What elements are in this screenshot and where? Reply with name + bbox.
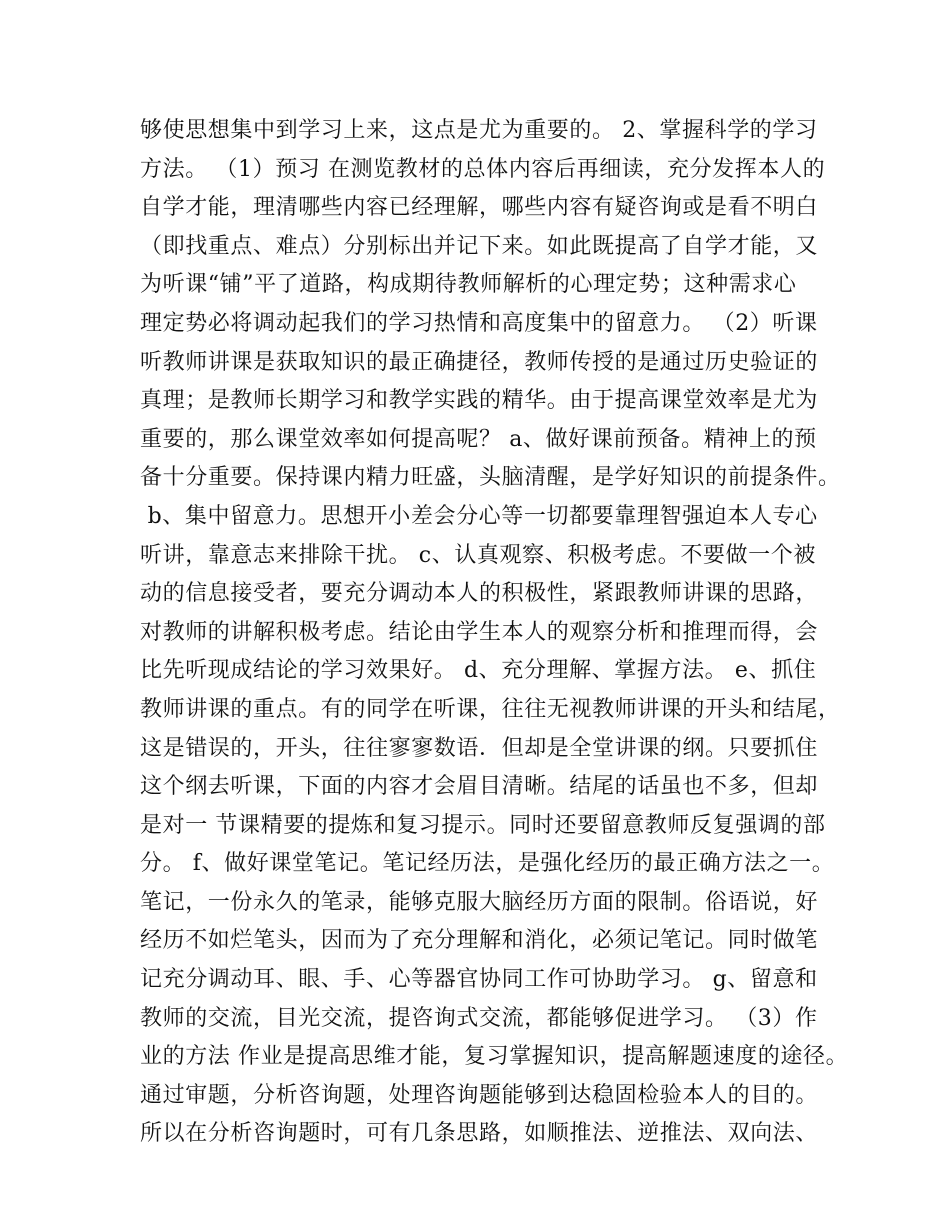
text-line: 笔记，一份永久的笔录，能够克服大脑经历方面的限制。俗语说，好 <box>140 889 819 915</box>
text-line: 方法。 （1）预习 在测览教材的总体内容后再细读，充分发挥本人的 <box>140 156 826 182</box>
text-line: 听教师讲课是获取知识的最正确捷径，教师传授的是通过历史验证的 <box>140 349 819 375</box>
text-line: 动的信息接受者，要充分调动本人的积极性，紧跟教师讲课的思路， <box>140 581 819 607</box>
text-line: 够使思想集中到学习上来，这点是尤为重要的。 2、掌握科学的学习 <box>140 118 818 143</box>
text-line: （即找重点、难点）分别标出并记下来。如此既提高了自学才能，又 <box>140 233 819 259</box>
text-line: 比先听现成结论的学习效果好。 d、充分理解、掌握方法。 e、抓住 <box>140 658 817 684</box>
text-line: 这是错误的，开头，往往寥寥数语．但却是全堂讲课的纲。只要抓住 <box>140 735 819 761</box>
text-line: 对教师的讲解积极考虑。结论由学生本人的观察分析和推理而得，会 <box>140 619 819 645</box>
text-line: 经历不如烂笔头，因而为了充分理解和消化，必须记笔记。同时做笔 <box>140 928 819 954</box>
text-line: 为听课“铺”平了道路，构成期待教师解析的心理定势；这种需求心 <box>140 272 797 298</box>
text-line: 教师讲课的重点。有的同学在听课，往往无视教师讲课的开头和结尾， <box>140 696 841 722</box>
text-line: 理定势必将调动起我们的学习热情和高度集中的留意力。 （2）听课 <box>140 310 818 336</box>
text-line: 所以在分析咨询题时，可有几条思路，如顺推法、逆推法、双向法、 <box>140 1121 819 1147</box>
text-line: 业的方法 作业是提高思维才能，复习掌握知识，提高解题速度的途径。 <box>140 1044 849 1070</box>
text-line: 是对一 节课精要的提炼和复习提示。同时还要留意教师反复强调的部 <box>140 812 826 838</box>
text-line: 教师的交流，目光交流，提咨询式交流，都能够促进学习。 （3）作 <box>140 1005 818 1031</box>
text-line: 自学才能，理清哪些内容已经理解，哪些内容有疑咨询或是看不明白 <box>140 195 819 221</box>
text-line: 通过审题，分析咨询题，处理咨询题能够到达稳固检验本人的目的。 <box>140 1082 819 1108</box>
text-line: 分。 f、做好课堂笔记。笔记经历法，是强化经历的最正确方法之一。 <box>140 851 835 877</box>
text-line: 重要的，那么课堂效率如何提高呢？ a、做好课前预备。精神上的预 <box>140 426 817 452</box>
text-line: b、集中留意力。思想开小差会分心等一切都要靠理智强迫本人专心 <box>140 503 818 529</box>
text-line: 真理；是教师长期学习和教学实践的精华。由于提高课堂效率是尤为 <box>140 388 819 414</box>
body-text <box>140 112 849 1154</box>
text-line: 这个纲去听课，下面的内容才会眉目清晰。结尾的话虽也不多，但却 <box>140 774 819 800</box>
text-line: 听讲，靠意志来排除干扰。 c、认真观察、积极考虑。不要做一个被 <box>140 542 816 568</box>
text-line: 备十分重要。保持课内精力旺盛，头脑清醒，是学好知识的前提条件。 <box>140 465 841 491</box>
text-line: 记充分调动耳、眼、手、心等器官协同工作可协助学习。 g、留意和 <box>140 967 818 993</box>
